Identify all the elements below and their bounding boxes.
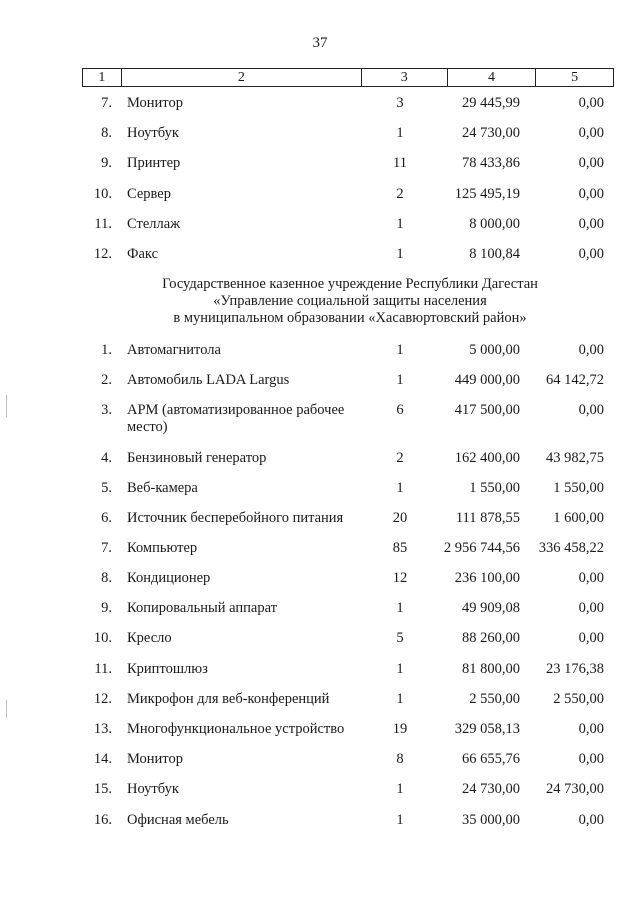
item-quantity: 20 [392, 510, 408, 526]
row-number: 10. [93, 630, 112, 646]
item-name: Сервер [127, 186, 171, 202]
scan-artifact-left-1 [6, 395, 7, 417]
item-residual-value: 0,00 [578, 630, 604, 646]
item-name: Веб-камера [127, 480, 198, 496]
row-number: 7. [101, 95, 112, 111]
header-col-3: 3 [361, 69, 447, 86]
row-number: 11. [94, 661, 112, 677]
item-name: Кондиционер [127, 570, 211, 586]
item-residual-value: 0,00 [578, 600, 604, 616]
item-residual-value: 0,00 [578, 570, 604, 586]
organization-heading [0, 276, 640, 327]
item-name: Ноутбук [127, 781, 179, 797]
org-heading-line-2: «Управление социальной защиты населения [213, 293, 487, 309]
item-name: Бензиновый генератор [127, 450, 267, 466]
item-sum: 236 100,00 [454, 570, 520, 586]
org-heading-line-3: в муниципальном образовании «Хасавюртовский район» [173, 310, 527, 326]
row-number: 11. [94, 216, 112, 232]
table-header-row [82, 68, 614, 87]
row-number: 12. [93, 246, 112, 262]
item-residual-value: 64 142,72 [546, 372, 604, 388]
item-name: Криптошлюз [127, 661, 208, 677]
item-quantity: 1 [396, 246, 404, 262]
item-residual-value: 0,00 [578, 812, 604, 828]
row-number: 6. [101, 510, 112, 526]
row-number: 16. [93, 812, 112, 828]
item-residual-value: 0,00 [578, 402, 604, 418]
item-sum: 5 000,00 [469, 342, 520, 358]
row-number: 9. [101, 155, 112, 171]
item-name: Копировальный аппарат [127, 600, 278, 616]
item-residual-value: 43 982,75 [546, 450, 604, 466]
row-number: 1. [101, 342, 112, 358]
item-residual-value: 0,00 [578, 186, 604, 202]
item-sum: 111 878,55 [455, 510, 520, 526]
item-residual-value: 0,00 [578, 155, 604, 171]
row-number: 8. [101, 125, 112, 141]
header-col-2: 2 [121, 69, 361, 86]
item-residual-value: 0,00 [578, 342, 604, 358]
item-quantity: 12 [392, 570, 408, 586]
row-number: 13. [93, 721, 112, 737]
item-sum: 24 730,00 [462, 125, 520, 141]
item-name: Источник бесперебойного питания [127, 510, 344, 526]
row-number: 14. [93, 751, 112, 767]
item-sum: 78 433,86 [462, 155, 520, 171]
item-quantity: 2 [396, 450, 404, 466]
row-number: 7. [101, 540, 112, 556]
item-name: Офисная мебель [127, 812, 229, 828]
item-quantity: 19 [392, 721, 408, 737]
item-residual-value: 336 458,22 [538, 540, 604, 556]
item-sum: 8 100,84 [469, 246, 520, 262]
item-residual-value: 0,00 [578, 95, 604, 111]
item-quantity: 1 [396, 812, 404, 828]
item-sum: 35 000,00 [462, 812, 520, 828]
item-quantity: 11 [393, 155, 407, 171]
row-number: 15. [93, 781, 112, 797]
item-quantity: 1 [396, 661, 404, 677]
row-number: 12. [93, 691, 112, 707]
item-sum: 24 730,00 [462, 781, 520, 797]
item-quantity: 1 [396, 691, 404, 707]
item-sum: 8 000,00 [469, 216, 520, 232]
item-name: Ноутбук [127, 125, 179, 141]
item-residual-value: 1 550,00 [553, 480, 604, 496]
item-residual-value: 0,00 [578, 125, 604, 141]
row-number: 3. [101, 402, 112, 418]
item-sum: 2 550,00 [469, 691, 520, 707]
item-residual-value: 24 730,00 [546, 781, 604, 797]
page-number: 37 [312, 35, 328, 51]
row-number: 4. [101, 450, 112, 466]
item-residual-value: 1 600,00 [553, 510, 604, 526]
row-number: 5. [101, 480, 112, 496]
item-quantity: 1 [396, 216, 404, 232]
item-name: Монитор [127, 95, 183, 111]
scan-artifact-left-2 [6, 700, 7, 718]
item-residual-value: 0,00 [578, 246, 604, 262]
item-name: Микрофон для веб-конференций [127, 691, 330, 707]
header-col-5: 5 [535, 69, 613, 86]
item-quantity: 1 [396, 372, 404, 388]
item-sum: 66 655,76 [462, 751, 520, 767]
row-number: 8. [101, 570, 112, 586]
item-name: Компьютер [127, 540, 198, 556]
item-quantity: 1 [396, 781, 404, 797]
item-name: Монитор [127, 751, 183, 767]
item-quantity: 3 [396, 95, 404, 111]
item-residual-value: 0,00 [578, 216, 604, 232]
row-number: 9. [101, 600, 112, 616]
row-number: 2. [101, 372, 112, 388]
item-quantity: 1 [396, 480, 404, 496]
item-residual-value: 0,00 [578, 751, 604, 767]
item-residual-value: 0,00 [578, 721, 604, 737]
item-name: Стеллаж [127, 216, 181, 232]
row-number: 10. [93, 186, 112, 202]
header-col-4: 4 [447, 69, 536, 86]
item-quantity: 1 [396, 342, 404, 358]
item-sum: 162 400,00 [454, 450, 520, 466]
item-sum: 449 000,00 [454, 372, 520, 388]
item-name: Автомобиль LADA Largus [127, 372, 290, 388]
item-sum: 81 800,00 [462, 661, 520, 677]
item-sum: 125 495,19 [454, 186, 520, 202]
item-quantity: 1 [396, 600, 404, 616]
item-name: Принтер [127, 155, 181, 171]
item-quantity: 8 [396, 751, 404, 767]
item-sum: 29 445,99 [462, 95, 520, 111]
item-quantity: 5 [396, 630, 404, 646]
item-sum: 417 500,00 [454, 402, 520, 418]
item-quantity: 85 [392, 540, 408, 556]
item-quantity: 2 [396, 186, 404, 202]
header-col-1: 1 [98, 70, 106, 85]
item-name: Кресло [127, 630, 172, 646]
item-sum: 88 260,00 [462, 630, 520, 646]
item-name: Автомагнитола [127, 342, 221, 358]
item-name: АРМ (автоматизированное рабочее место) [127, 402, 345, 435]
item-residual-value: 23 176,38 [546, 661, 604, 677]
item-quantity: 1 [396, 125, 404, 141]
item-sum: 2 956 744,56 [443, 540, 520, 556]
item-sum: 329 058,13 [454, 721, 520, 737]
item-name: Факс [127, 246, 159, 262]
item-sum: 1 550,00 [469, 480, 520, 496]
item-name: Многофункциональное устройство [127, 721, 345, 737]
org-heading-line-1: Государственное казенное учреждение Республики Дагестан [162, 276, 538, 292]
item-residual-value: 2 550,00 [553, 691, 604, 707]
item-sum: 49 909,08 [462, 600, 520, 616]
item-quantity: 6 [396, 402, 404, 418]
